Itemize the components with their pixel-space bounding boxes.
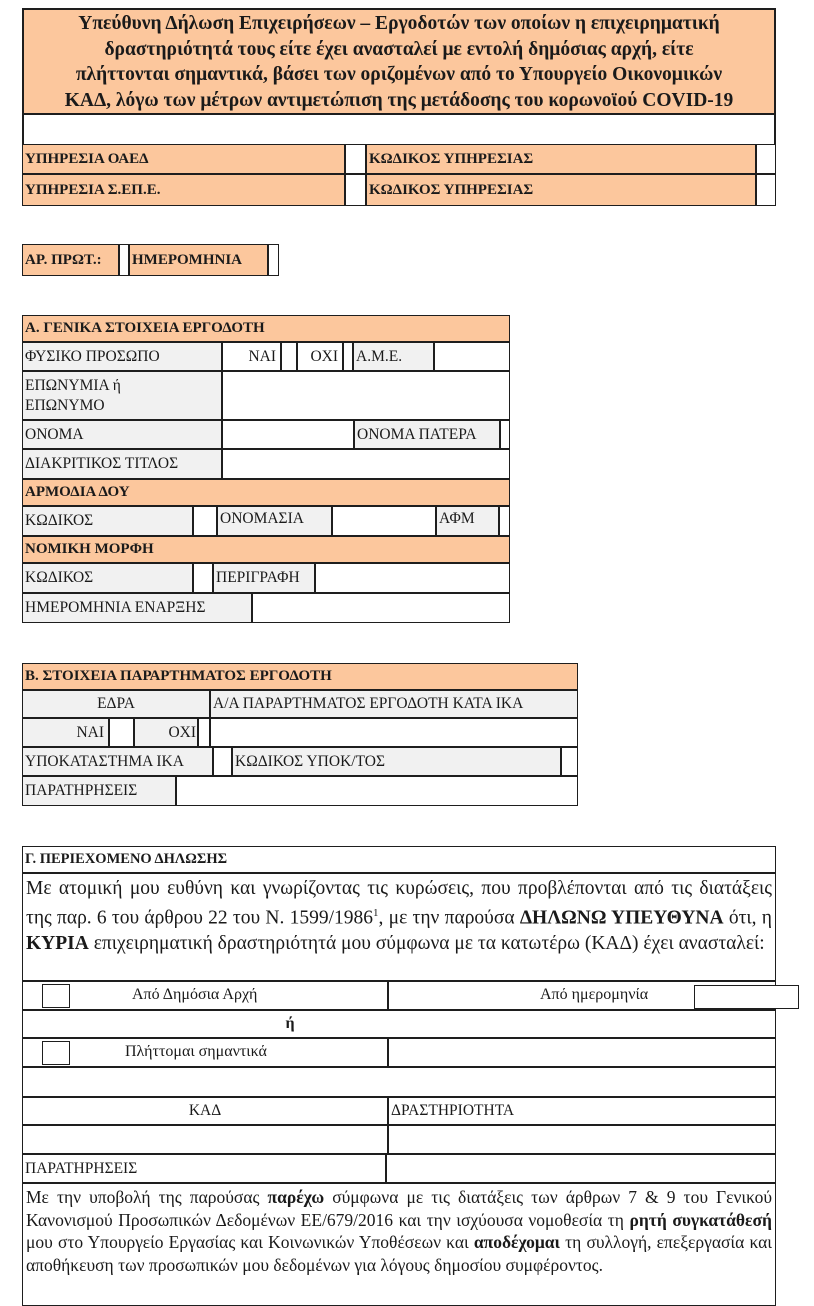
seat-yes-checkbox[interactable]: [109, 718, 134, 747]
natural-person-no-label: ΟΧΙ: [297, 342, 343, 371]
ika-code-field[interactable]: [561, 747, 578, 776]
protocol-number-label: ΑΡ. ΠΡΩΤ.:: [22, 244, 119, 276]
section-a-title: Α. ΓΕΝΙΚΑ ΣΤΟΙΧΕΙΑ ΕΡΓΟΔΟΤΗ: [22, 315, 510, 342]
blank-row: [22, 113, 776, 146]
seat-yes-label: ΝΑΙ: [22, 718, 109, 747]
public-authority-label: Από Δημόσια Αρχή: [132, 986, 258, 1003]
consent-text-part: σύμφωνα με τις διατάξεις των άρθρων 7 & 9 του Γενικού Κανονισμού Προσωπικών Δεδομένων ΕΕ/679/2016 και την ισχύουσα νομοθεσία τη: [26, 1187, 772, 1230]
legal-form-header: ΝΟΜΙΚΗ ΜΟΡΦΗ: [22, 536, 510, 563]
form-title-line: ΚΑΔ, λόγω των μέτρων αντιμετώπιση της μετάδοσης του κορωνοϊού COVID-19: [64, 89, 734, 111]
company-name-field[interactable]: [222, 371, 510, 420]
kad-header: ΚΑΔ: [22, 1097, 388, 1125]
seat-label: ΕΔΡΑ: [22, 690, 210, 718]
significantly-affected-label: Πλήττομαι σημαντικά: [125, 1043, 267, 1060]
tax-code-field[interactable]: [193, 506, 217, 536]
declaration-text-part: επιχειρηματική δραστηριότητά μου σύμφωνα με τα κατωτέρω (ΚΑΔ) έχει ανασταλεί:: [88, 932, 765, 954]
service-sepe-code-label: ΚΩΔΙΚΟΣ ΥΠΗΡΕΣΙΑΣ: [366, 174, 756, 206]
declaration-text-part: Με ατομική μου ευθύνη και γνωρίζοντας τις κυρώσεις, που προβλέπονται από τις διατάξεις της παρ. 6 του άρθρου 22 του Ν. 1599/1986: [26, 878, 772, 929]
section-c-title: Γ. ΠΕΡΙΕΧΟΜΕΝΟ ΔΗΛΩΣΗΣ: [22, 846, 776, 873]
service-oaed-label: ΥΠΗΡΕΣΙΑ ΟΑΕΔ: [22, 144, 345, 174]
declaration-remarks-label: ΠΑΡΑΤΗΡΗΣΕΙΣ: [22, 1154, 386, 1183]
form-title-line: πλήττονται σημαντικά, βάσει των οριζομένων από το Υπουργείο Οικονομικών: [75, 64, 723, 85]
vat-label: ΑΦΜ: [436, 506, 499, 536]
protocol-date-field[interactable]: [268, 244, 279, 276]
tax-code-label: ΚΩΔΙΚΟΣ: [22, 506, 193, 536]
father-name-field[interactable]: [500, 420, 510, 449]
company-name-label-line: ΕΠΩΝΥΜΙΑ ή: [25, 376, 121, 394]
legal-description-label: ΠΕΡΙΓΡΑΦΗ: [213, 563, 315, 593]
vat-field[interactable]: [499, 506, 510, 536]
declaration-remarks-field[interactable]: [386, 1154, 776, 1183]
footnote-marker: 1: [373, 907, 379, 919]
branch-remarks-label: ΠΑΡΑΤΗΡΗΣΕΙΣ: [22, 776, 176, 806]
activity-field[interactable]: [388, 1125, 776, 1154]
trade-title-label: ΔΙΑΚΡΙΤΙΚΟΣ ΤΙΤΛΟΣ: [22, 449, 222, 479]
company-name-label: [22, 371, 222, 420]
declaration-emphasis: ΚΥΡΙΑ: [26, 932, 89, 954]
kad-field[interactable]: [22, 1125, 388, 1154]
ika-branch-label: ΥΠΟΚΑΤΑΣΤΗΜΑ ΙΚΑ: [22, 747, 213, 776]
significantly-affected-checkbox[interactable]: [42, 1041, 70, 1065]
declaration-text-part: , με την παρούσα: [378, 907, 520, 929]
seat-no-checkbox[interactable]: [198, 718, 210, 747]
declaration-emphasis: ΔΗΛΩΝΩ ΥΠΕΥΘΥΝΑ: [519, 907, 724, 929]
legal-code-label: ΚΩΔΙΚΟΣ: [22, 563, 193, 593]
consent-emphasis: αποδέχομαι: [473, 1232, 560, 1252]
tax-office-name-label: ΟΝΟΜΑΣΙΑ: [217, 506, 332, 536]
branch-number-label: Α/Α ΠΑΡΑΡΤΗΜΑΤΟΣ ΕΡΓΟΔΟΤΗ ΚΑΤΑ ΙΚΑ: [210, 690, 578, 718]
consent-text-part: μου στο Υπουργείο Εργασίας και Κοινωνικών Υποθέσεων και: [26, 1232, 474, 1252]
service-sepe-label: ΥΠΗΡΕΣΙΑ Σ.ΕΠ.Ε.: [22, 174, 345, 206]
natural-person-label: ΦΥΣΙΚΟ ΠΡΟΣΩΠΟ: [22, 342, 222, 371]
company-name-label-line: ΕΠΩΝΥΜΟ: [25, 396, 105, 414]
service-sepe-field[interactable]: [345, 174, 366, 206]
ika-branch-field[interactable]: [213, 747, 232, 776]
seat-no-label: ΟΧΙ: [134, 718, 198, 747]
activity-header: ΔΡΑΣΤΗΡΙΟΤΗΤΑ: [388, 1097, 776, 1125]
protocol-date-label: ΗΜΕΡΟΜΗΝΙΑ: [129, 244, 268, 276]
public-authority-checkbox[interactable]: [42, 984, 70, 1008]
ame-label: Α.Μ.Ε.: [353, 342, 434, 371]
first-name-field[interactable]: [222, 420, 354, 449]
natural-person-yes-checkbox[interactable]: [281, 342, 297, 371]
ame-field[interactable]: [434, 342, 510, 371]
protocol-number-field[interactable]: [119, 244, 129, 276]
start-date-label: ΗΜΕΡΟΜΗΝΙΑ ΕΝΑΡΞΗΣ: [22, 593, 252, 623]
consent-text-part: τη συλλογή, επεξεργασία και αποθήκευση των προσωπικών μου δεδομένων για λόγους δημοσίου συμφέροντος.: [26, 1232, 773, 1275]
service-oaed-code-label: ΚΩΔΙΚΟΣ ΥΠΗΡΕΣΙΑΣ: [366, 144, 756, 174]
form-title: [22, 8, 776, 115]
branch-remarks-field[interactable]: [176, 776, 578, 806]
branch-number-field[interactable]: [210, 718, 578, 747]
form-title-line: Υπεύθυνη Δήλωση Επιχειρήσεων – Εργοδοτών των οποίων η επιχειρηματική: [78, 13, 720, 34]
service-oaed-field[interactable]: [345, 144, 366, 174]
consent-emphasis: παρέχω: [267, 1187, 325, 1207]
section-b-title: Β. ΣΤΟΙΧΕΙΑ ΠΑΡΑΡΤΗΜΑΤΟΣ ΕΡΓΟΔΟΤΗ: [22, 663, 578, 690]
ika-code-label: ΚΩΔΙΚΟΣ ΥΠΟΚ/ΤΟΣ: [232, 747, 561, 776]
trade-title-field[interactable]: [222, 449, 510, 479]
legal-description-field[interactable]: [315, 563, 510, 593]
tax-office-name-field[interactable]: [332, 506, 436, 536]
service-sepe-code-field[interactable]: [756, 174, 776, 206]
consent-emphasis: ρητή συγκατάθεσή: [629, 1209, 772, 1230]
legal-code-field[interactable]: [193, 563, 213, 593]
start-date-field[interactable]: [252, 593, 510, 623]
declaration-text: [22, 873, 776, 981]
service-oaed-code-field[interactable]: [756, 144, 776, 174]
natural-person-no-checkbox[interactable]: [343, 342, 353, 371]
significantly-affected-field[interactable]: [388, 1038, 776, 1067]
father-name-label: ΟΝΟΜΑ ΠΑΤΕΡΑ: [354, 420, 500, 449]
consent-text: [22, 1183, 776, 1306]
or-separator: ή: [22, 1010, 776, 1038]
blank-row: [22, 1067, 776, 1097]
natural-person-yes-label: ΝΑΙ: [222, 342, 281, 371]
from-date-field[interactable]: [694, 985, 799, 1009]
first-name-label: ΟΝΟΜΑ: [22, 420, 222, 449]
form-title-line: δραστηριότητά τους είτε έχει ανασταλεί με εντολή δημόσιας αρχή, είτε: [104, 38, 694, 60]
from-date-label: Από ημερομηνία: [540, 986, 649, 1003]
tax-office-header: ΑΡΜΟΔΙΑ ΔΟΥ: [22, 479, 510, 506]
declaration-text-part: ότι, η: [723, 907, 772, 929]
consent-text-part: Με την υποβολή της παρούσας: [26, 1187, 268, 1207]
